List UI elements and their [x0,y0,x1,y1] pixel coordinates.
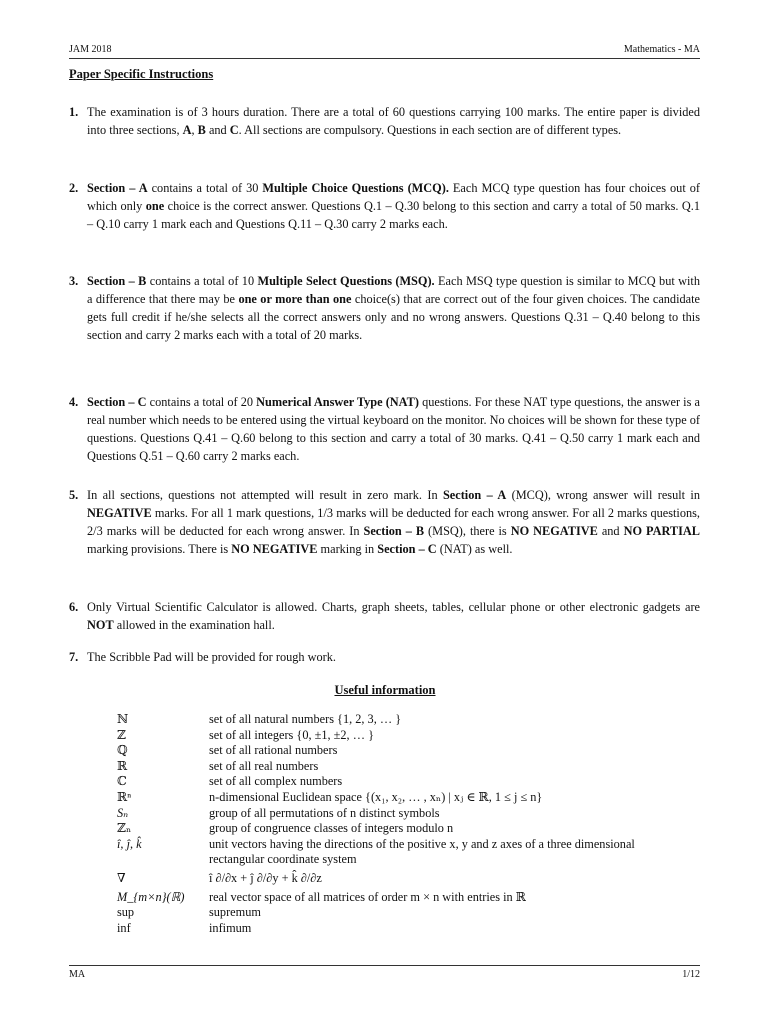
useful-row: inf infimum [117,920,252,935]
useful-row: ℤ set of all integers {0, ±1, ±2, … } [117,727,374,742]
header-exam: JAM 2018 [69,44,112,55]
useful-row: ℤₙ group of congruence classes of integers modulo n [117,821,454,836]
footer-paper-code: MA [69,969,86,980]
instruction-3: 3. Section – B contains a total of 10 Multiple Select Questions (MSQ). Each MSQ type question is similar to MCQ but with a difference that there may be one or more than one choice(s) that are correct out of the four given choices. The candidate gets full credit if he/she selects all the correct answers only and no wrong answers. Questions Q.31 – Q.40 belong to this section and carry 2 marks each with a total of 20 marks. [69,274,700,342]
useful-information-table [117,712,657,936]
instruction-7: 7. The Scribble Pad will be provided for rough work. [69,650,336,664]
useful-row: ℂ set of all complex numbers [117,774,343,789]
useful-row: sup supremum [117,905,261,920]
page-footer [69,965,700,982]
header-subject: Mathematics - MA [623,44,700,55]
instruction-4: 4. Section – C contains a total of 20 Numerical Answer Type (NAT) questions. For these NAT type questions, the answer is a real number which needs to be entered using the virtual keyboard on the monitor. No choices will be shown for these type of questions. Questions Q.41 – Q.60 belong to this section and carry a total of 30 marks. Q.41 – Q.50 carry 1 mark each and Questions Q.51 – Q.60 carry 2 marks each. [69,395,700,463]
useful-information-title: Useful information [334,683,436,697]
useful-row: ℕ set of all natural numbers {1, 2, 3, … } [117,712,402,726]
page-title: Paper Specific Instructions [69,67,214,81]
useful-row: ℝⁿ n-dimensional Euclidean space {(x₁, x₂, … , xₙ) | xⱼ ∈ ℝ, 1 ≤ j ≤ n} [117,789,543,804]
useful-row: î, ĵ, k̂ unit vectors having the directions of the positive x, y and z axes of a three dimensional rectangular coordinate system [117,836,635,867]
useful-row: Sₙ group of all permutations of n distinct symbols [117,805,440,820]
instruction-5: 5. In all sections, questions not attempted will result in zero mark. In Section – A (MCQ), wrong answer will result in NEGATIVE marks. For all 1 mark questions, 1/3 marks will be deducted for each wrong answer. For all 2 marks questions, 2/3 marks will be deducted for each wrong answer. In Section – B (MSQ), there is NO NEGATIVE and NO PARTIAL marking provisions. There is NO NEGATIVE marking in Section – C (NAT) as well. [69,488,700,556]
instruction-2: 2. Section – A contains a total of 30 Multiple Choice Questions (MCQ). Each MCQ type question has four choices out of which only one choice is the correct answer. Questions Q.1 – Q.30 belong to this section and carry a total of 50 marks. Q.1 – Q.10 carry 1 mark each and Questions Q.11 – Q.30 carry 2 marks each. [69,181,700,231]
instruction-6: 6. Only Virtual Scientific Calculator is allowed. Charts, graph sheets, tables, cellular phone or other electronic gadgets are NOT allowed in the examination hall. [69,600,700,632]
page-header [69,44,700,59]
useful-row: ∇ î ∂/∂x + ĵ ∂/∂y + k̂ ∂/∂z [117,870,322,885]
useful-row: M_{m×n}(ℝ) real vector space of all matrices of order m × n with entries in ℝ [117,889,526,904]
useful-row: ℚ set of all rational numbers [117,743,338,758]
useful-row: ℝ set of all real numbers [117,758,319,773]
instruction-1: 1. The examination is of 3 hours duration. There are a total of 60 questions carrying 100 marks. The entire paper is divided into three sections, A, B and C. All sections are compulsory. Questions in each section are of different types. [69,105,700,137]
page-number: 1/12 [682,969,700,980]
